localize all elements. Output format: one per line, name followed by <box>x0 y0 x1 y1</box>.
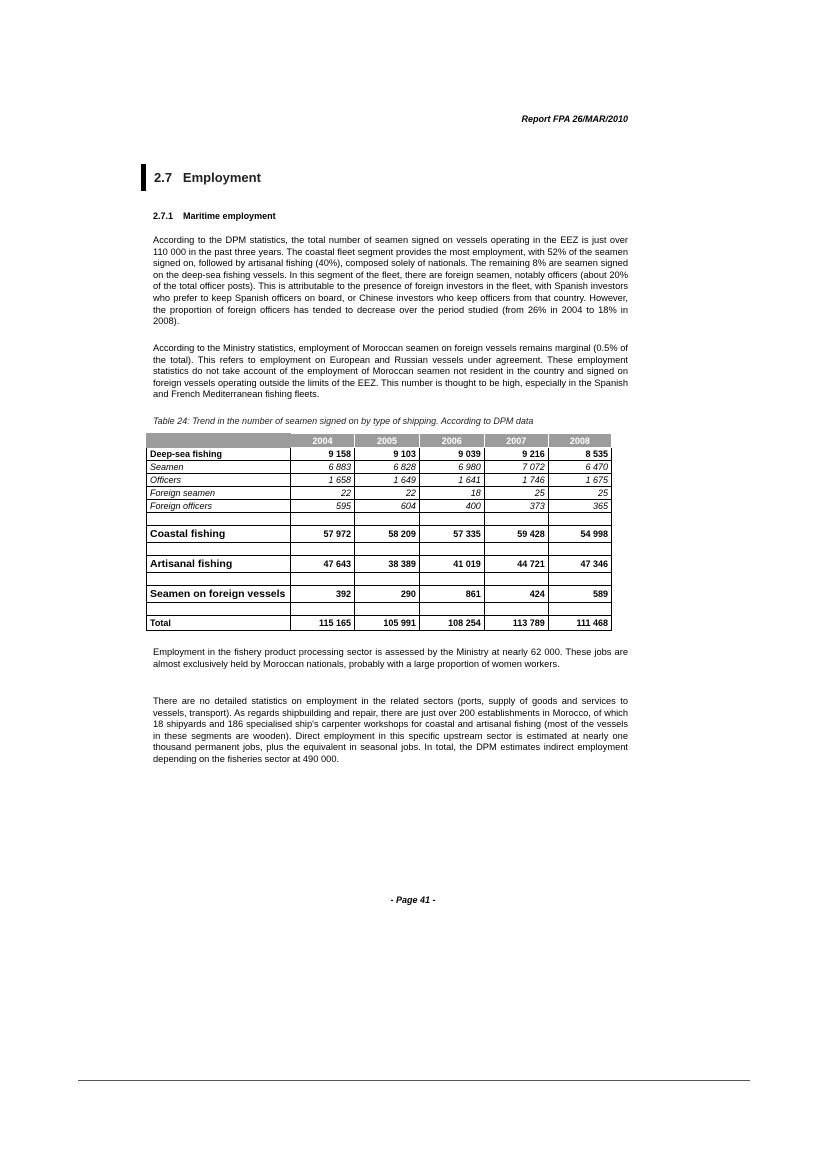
table-cell: 115 165 <box>291 616 355 631</box>
year-header: 2008 <box>548 434 611 448</box>
paragraph-ministry-statistics: According to the Ministry statistics, employment of Moroccan seamen on foreign vessels remains marginal (0.5% of the total). This refers to employment on European and Russian vessels under agreement. These employment statistics do not take account of the employment of Moroccan seamen not resident in the country and signed on foreign vessels operating outside the limits of the EEZ. This number is thought to be high, especially in the Spanish and French Mediterranean fishing fleets. <box>153 343 628 400</box>
table-cell: 8 535 <box>548 448 611 461</box>
subsection-heading <box>153 211 276 221</box>
page-number: - Page 41 - <box>390 895 436 905</box>
table-cell: 38 389 <box>355 556 420 573</box>
subsection-title: Maritime employment <box>183 211 276 221</box>
table-cell: 1 675 <box>548 474 611 487</box>
table-row-deep-sea-fishing <box>147 448 612 461</box>
section-title <box>154 170 261 185</box>
header-blank-cell <box>147 434 291 448</box>
table-row-foreign-seamen <box>147 487 612 500</box>
row-label: Coastal fishing <box>147 526 291 543</box>
table-spacer-row <box>147 513 612 526</box>
table-header-row <box>147 434 612 448</box>
table-cell: 9 103 <box>355 448 420 461</box>
table-spacer-row <box>147 543 612 556</box>
row-label: Total <box>147 616 291 631</box>
table-cell: 290 <box>355 586 420 603</box>
table-cell: 41 019 <box>419 556 484 573</box>
table-cell: 9 216 <box>484 448 548 461</box>
table-row-foreign-officers <box>147 500 612 513</box>
table-cell: 25 <box>548 487 611 500</box>
table-cell: 105 991 <box>355 616 420 631</box>
row-label: Seamen on foreign vessels <box>147 586 291 603</box>
footer-divider <box>78 1080 750 1081</box>
table-cell: 22 <box>355 487 420 500</box>
table-cell: 424 <box>484 586 548 603</box>
paragraph-dpm-statistics: According to the DPM statistics, the total number of seamen signed on vessels operating in the EEZ is just over 110 000 in the past three years. The coastal fleet segment provides the most employment, with 52% of the seamen signed on, followed by artisanal fishing (40%), composed solely of nationals. The remaining 8% are seamen signed on the deep-sea fishing vessels. In this segment of the fleet, there are foreign seamen, notably officers (about 20% of the total officer posts). This is attributable to the presence of foreign investors in the fleet, with Spanish investors who prefer to keep Spanish officers on board, or Chinese investors who keep officers from that country. However, the proportion of foreign officers has tended to decrease over the period studied (from 26% in 2004 to 18% in 2008). <box>153 235 628 327</box>
table-cell: 595 <box>291 500 355 513</box>
table-cell: 861 <box>419 586 484 603</box>
table-cell: 54 998 <box>548 526 611 543</box>
table-row-artisanal-fishing <box>147 556 612 573</box>
table-row-seamen-foreign-vessels <box>147 586 612 603</box>
year-header: 2004 <box>291 434 355 448</box>
table-cell: 47 643 <box>291 556 355 573</box>
row-label: Seamen <box>147 461 291 474</box>
table-cell: 9 039 <box>419 448 484 461</box>
table-cell: 6 883 <box>291 461 355 474</box>
year-header: 2007 <box>484 434 548 448</box>
year-header: 2006 <box>419 434 484 448</box>
table-cell: 47 346 <box>548 556 611 573</box>
table-cell: 113 789 <box>484 616 548 631</box>
table-spacer-row <box>147 603 612 616</box>
section-title-text: Employment <box>182 170 261 185</box>
table-cell: 373 <box>484 500 548 513</box>
section-heading <box>141 164 261 191</box>
table-cell: 6 470 <box>548 461 611 474</box>
table-cell: 7 072 <box>484 461 548 474</box>
subsection-number: 2.7.1 <box>153 211 174 221</box>
row-label: Deep-sea fishing <box>147 448 291 461</box>
table-cell: 392 <box>291 586 355 603</box>
table-cell: 365 <box>548 500 611 513</box>
table-cell: 1 746 <box>484 474 548 487</box>
table-cell: 1 658 <box>291 474 355 487</box>
row-label: Officers <box>147 474 291 487</box>
table-cell: 6 828 <box>355 461 420 474</box>
table-cell: 108 254 <box>419 616 484 631</box>
table-cell: 400 <box>419 500 484 513</box>
table-cell: 44 721 <box>484 556 548 573</box>
year-header: 2005 <box>355 434 420 448</box>
table-cell: 57 972 <box>291 526 355 543</box>
row-label: Foreign officers <box>147 500 291 513</box>
row-label: Foreign seamen <box>147 487 291 500</box>
table-cell: 1 649 <box>355 474 420 487</box>
table-cell: 1 641 <box>419 474 484 487</box>
table-cell: 604 <box>355 500 420 513</box>
report-reference: Report FPA 26/MAR/2010 <box>521 114 628 124</box>
table-cell: 59 428 <box>484 526 548 543</box>
table-cell: 58 209 <box>355 526 420 543</box>
table-cell: 57 335 <box>419 526 484 543</box>
table-row-coastal-fishing <box>147 526 612 543</box>
table-cell: 25 <box>484 487 548 500</box>
table-cell: 6 980 <box>419 461 484 474</box>
table-cell: 22 <box>291 487 355 500</box>
section-number: 2.7 <box>154 170 173 185</box>
table-caption: Table 24: Trend in the number of seamen signed on by type of shipping. According to DPM data <box>153 416 534 426</box>
table-cell: 589 <box>548 586 611 603</box>
table-cell: 9 158 <box>291 448 355 461</box>
table-row-seamen <box>147 461 612 474</box>
table-spacer-row <box>147 573 612 586</box>
paragraph-processing-sector: Employment in the fishery product processing sector is assessed by the Ministry at nearly 62 000. These jobs are almost exclusively held by Moroccan nationals, probably with a large proportion of women workers. <box>153 647 628 669</box>
table-row-officers <box>147 474 612 487</box>
row-label: Artisanal fishing <box>147 556 291 573</box>
table-row-total <box>147 616 612 631</box>
employment-table <box>146 433 612 631</box>
table-cell: 111 468 <box>548 616 611 631</box>
table-cell: 18 <box>419 487 484 500</box>
paragraph-related-sectors: There are no detailed statistics on employment in the related sectors (ports, supply of goods and services to vessels, transport). As regards shipbuilding and repair, there are just over 200 establishments in Morocco, of which 18 shipyards and 186 specialised ship's carpenter workshops for coastal and artisanal fishing (most of the vessels in these segments are wooden). Direct employment in this specific upstream sector is estimated at nearly one thousand permanent jobs, plus the equivalent in seasonal jobs. In total, the DPM estimates indirect employment depending on the fisheries sector at 490 000. <box>153 696 628 764</box>
